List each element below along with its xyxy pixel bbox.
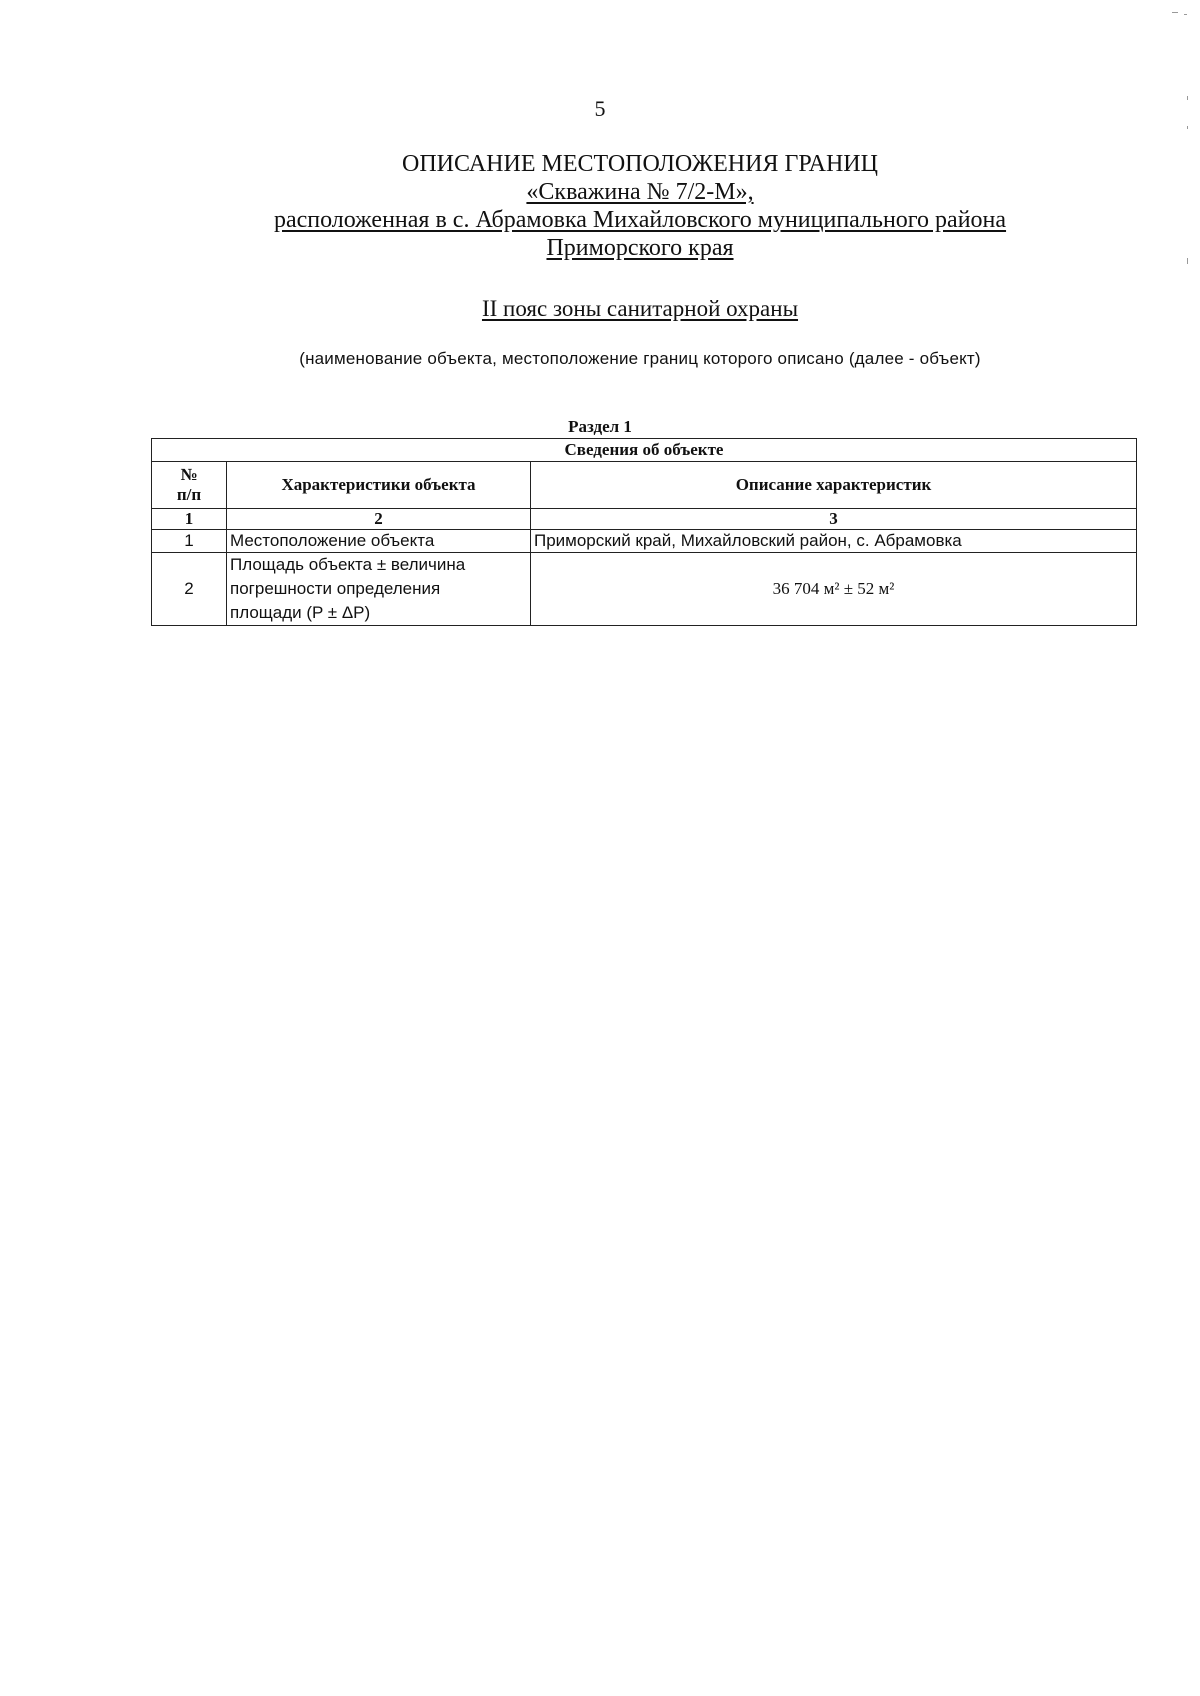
section-title: Раздел 1 bbox=[568, 417, 632, 436]
scan-artifact bbox=[1184, 14, 1187, 15]
table-row bbox=[152, 530, 1137, 553]
column-index-row bbox=[152, 509, 1137, 530]
heading-location: расположенная в с. Абрамовка Михайловского муниципального района bbox=[273, 207, 1007, 233]
row-number: 2 bbox=[152, 553, 227, 626]
row-characteristic bbox=[227, 553, 531, 626]
table-header-row bbox=[152, 462, 1137, 509]
scan-artifact bbox=[1187, 126, 1188, 129]
scan-artifact bbox=[1187, 258, 1188, 264]
header-num bbox=[152, 462, 227, 509]
heading-region: Приморского края bbox=[546, 235, 734, 261]
object-caption: (наименование объекта, местоположение границ которого описано (далее - объект) bbox=[299, 349, 981, 368]
header-description: Описание характеристик bbox=[531, 462, 1137, 509]
row-number: 1 bbox=[152, 530, 227, 553]
column-index-2: 2 bbox=[227, 509, 531, 530]
scan-artifact bbox=[1187, 96, 1188, 100]
header-num-label: п/п bbox=[176, 485, 202, 504]
heading-title: ОПИСАНИЕ МЕСТОПОЛОЖЕНИЯ ГРАНИЦ bbox=[402, 151, 878, 177]
row-description: 36 704 м² ± 52 м² bbox=[531, 553, 1137, 626]
row-characteristic-line: площади (P ± ΔP) bbox=[230, 603, 371, 622]
row-description: Приморский край, Михайловский район, с. Абрамовка bbox=[531, 530, 1137, 553]
row-characteristic: Местоположение объекта bbox=[227, 530, 531, 553]
column-index-1: 1 bbox=[152, 509, 227, 530]
row-characteristic-line: погрешности определения bbox=[230, 579, 441, 598]
column-index-3: 3 bbox=[531, 509, 1137, 530]
heading-object-name: «Скважина № 7/2-М», bbox=[526, 179, 754, 205]
header-characteristics: Характеристики объекта bbox=[227, 462, 531, 509]
table-caption: Сведения об объекте bbox=[152, 439, 1137, 462]
table-caption-row bbox=[152, 439, 1137, 462]
scan-artifact bbox=[1172, 12, 1178, 13]
object-info-table bbox=[151, 438, 1137, 626]
document-heading bbox=[200, 150, 1080, 262]
page-number: 5 bbox=[594, 96, 606, 121]
table-row bbox=[152, 553, 1137, 626]
header-num-symbol: № bbox=[180, 465, 198, 484]
zone-title: II пояс зоны санитарной охраны bbox=[481, 296, 799, 321]
row-characteristic-line: Площадь объекта ± величина bbox=[230, 555, 466, 574]
